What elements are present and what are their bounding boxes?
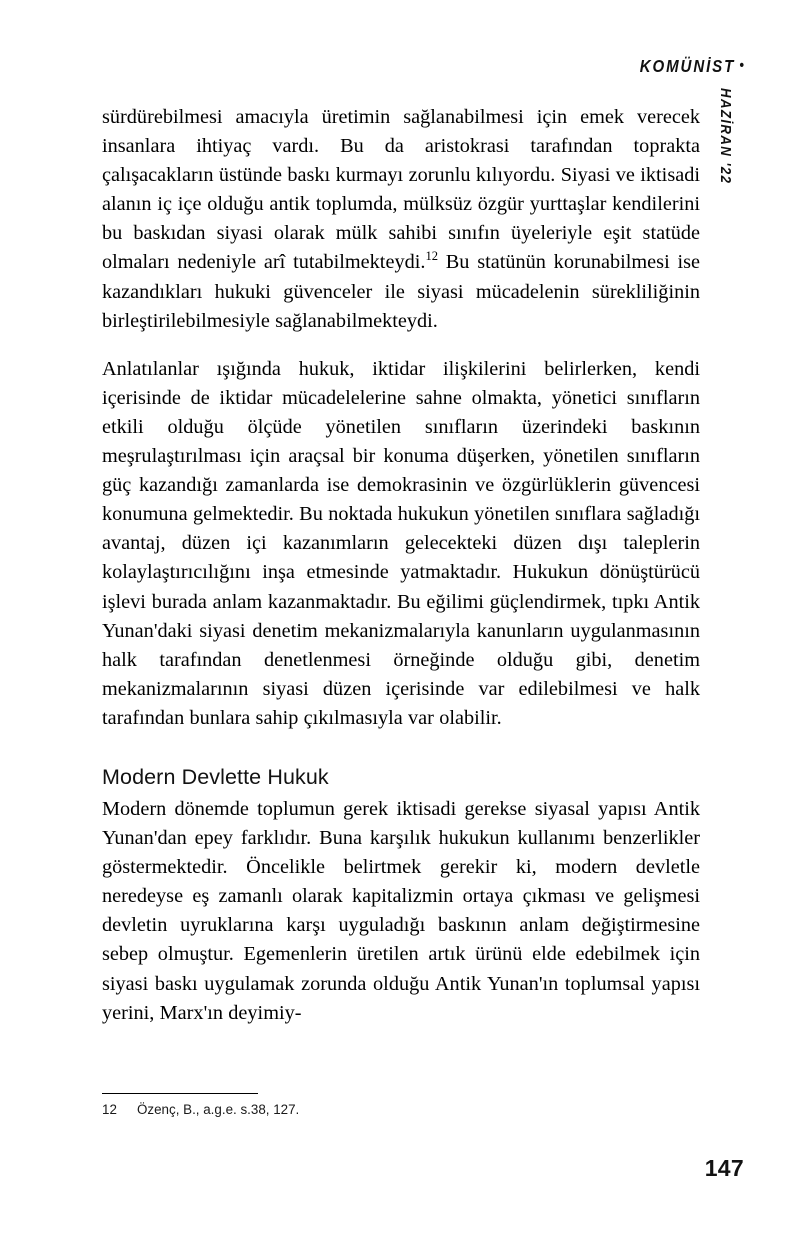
footnote-marker-12[interactable]: 12 <box>425 249 439 264</box>
footnote-separator <box>102 1093 258 1094</box>
section-paragraph: Modern dönemde toplumun gerek iktisadi gerekse siyasal yapısı Antik Yunan'dan epey farklıdır. Buna karşılık hukukun kullanımı benzerlikler göstermektedir. Öncelikle belirtmek gerekir ki, modern devletle neredeyse eş zamanlı olarak kapitalizmin ortaya çıkması ve gelişmesi devletin uyruklarına karşı uyguladığı baskının anlam değiştirmesine sebep olmuştur. Egemenlerin üretilen artık ürünü elde edebilmek için siyasi baskı uygulamak zorunda olduğu Antik Yunan'ın toplumsal yapısı yerini, Marx'ın deyimiy- <box>102 797 700 1024</box>
vertical-issue-date <box>714 88 740 238</box>
paragraph-1-text-before-note: sürdürebilmesi amacıyla üretimin sağlanabilmesi için emek verecek insanlara ihtiyaç vardı. Bu da aristokrasi tarafından toprakta çalışacakların üstünde baskı kurmayı zorunlu kılıyordu. Siyasi ve iktisadi alanın iç içe olduğu antik toplumda, mülksüz özgür yurttaşlar kendilerini bu baskıdan siyasi olarak mülk sahibi sınıfın üyeleriyle eşit statüde olmaları nedeniyle arî tutabilmekteydi. <box>102 106 700 274</box>
text-column <box>102 103 700 1028</box>
page-number: 147 <box>704 1155 744 1181</box>
header-bullet-icon: • <box>739 57 744 74</box>
footnote-number: 12 <box>102 1102 117 1117</box>
footnote-text: Özenç, B., a.g.e. s.38, 127. <box>137 1102 300 1117</box>
footnote-area <box>102 1093 700 1119</box>
paragraph-2: Anlatılanlar ışığında hukuk, iktidar ilişkilerini belirlerken, kendi içerisinde de iktidar mücadelelerine sahne olmakta, yönetici sınıfların etkili olduğu ölçüde yönetilen sınıfların üzerindeki baskının meşrulaştırılması için araçsal bir konuma düşerken, yönetilen sınıfların güç kazandığı zamanlarda ise demokrasinin ve özgürlüklerin güvencesi konumuna gelmektedir. Bu noktada hukukun yönetilen sınıflara sağladığı avantaj, düzen içi kazanımların gelecekteki düzen dışı taleplerin kolaylaştırıcılığını inşa etmesinde yatmaktadır. Hukukun dönüştürücü işlevi burada anlam kazanmaktadır. Bu eğilimi güçlendirmek, tıpkı Antik Yunan'daki siyasi denetim mekanizmalarıyla kanunların uygulanmasının halk tarafından denetlenmesi örneğinde olduğu gibi, denetim mekanizmalarının siyasi düzen içerisinde var edilebilmesi ve halk tarafından bunlara sahip çıkılmasıyla var olabilir. <box>102 357 700 729</box>
section-heading: Modern Devlette Hukuk <box>102 764 329 789</box>
issue-date-label: HAZİRAN '22 <box>717 88 734 185</box>
footnote-entry <box>102 1101 700 1119</box>
paragraph-1 <box>102 103 700 336</box>
paragraph-1-text-after-note: Bu statünün korunabilmesi ise kazandıkları hukuki güvenceler ile siyasi mücadelenin sürekliliğinin birleştirilebilmesiyle sağlanabilmekteydi. <box>102 251 700 332</box>
publication-title: KOMÜNİST <box>639 56 736 76</box>
running-header <box>104 56 744 77</box>
